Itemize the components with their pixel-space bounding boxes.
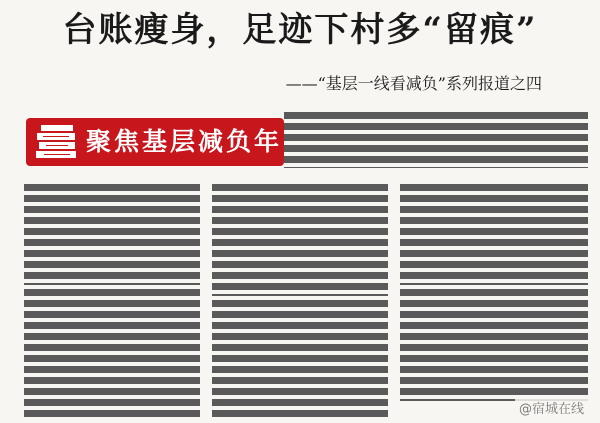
article-paragraph <box>212 300 388 419</box>
article-paragraph <box>284 112 588 168</box>
watermark: @宿城在线 <box>515 398 588 417</box>
book-stack-icon <box>34 123 80 161</box>
article-column-3 <box>400 184 588 420</box>
article-paragraph <box>400 289 588 401</box>
article-column-2 <box>212 184 388 420</box>
article-paragraph <box>212 184 388 296</box>
article-paragraph <box>24 184 200 285</box>
section-banner <box>26 118 284 166</box>
section-banner-label: 聚焦基层减负年 <box>86 127 283 156</box>
headline: 台账瘦身，足迹下村多“留痕” <box>62 10 538 50</box>
article-column-1 <box>24 184 200 420</box>
article-column-3-top <box>284 112 588 172</box>
subtitle: ——“基层一线看减负”系列报道之四 <box>285 74 542 93</box>
article-paragraph <box>400 184 588 285</box>
article-paragraph <box>24 289 200 419</box>
